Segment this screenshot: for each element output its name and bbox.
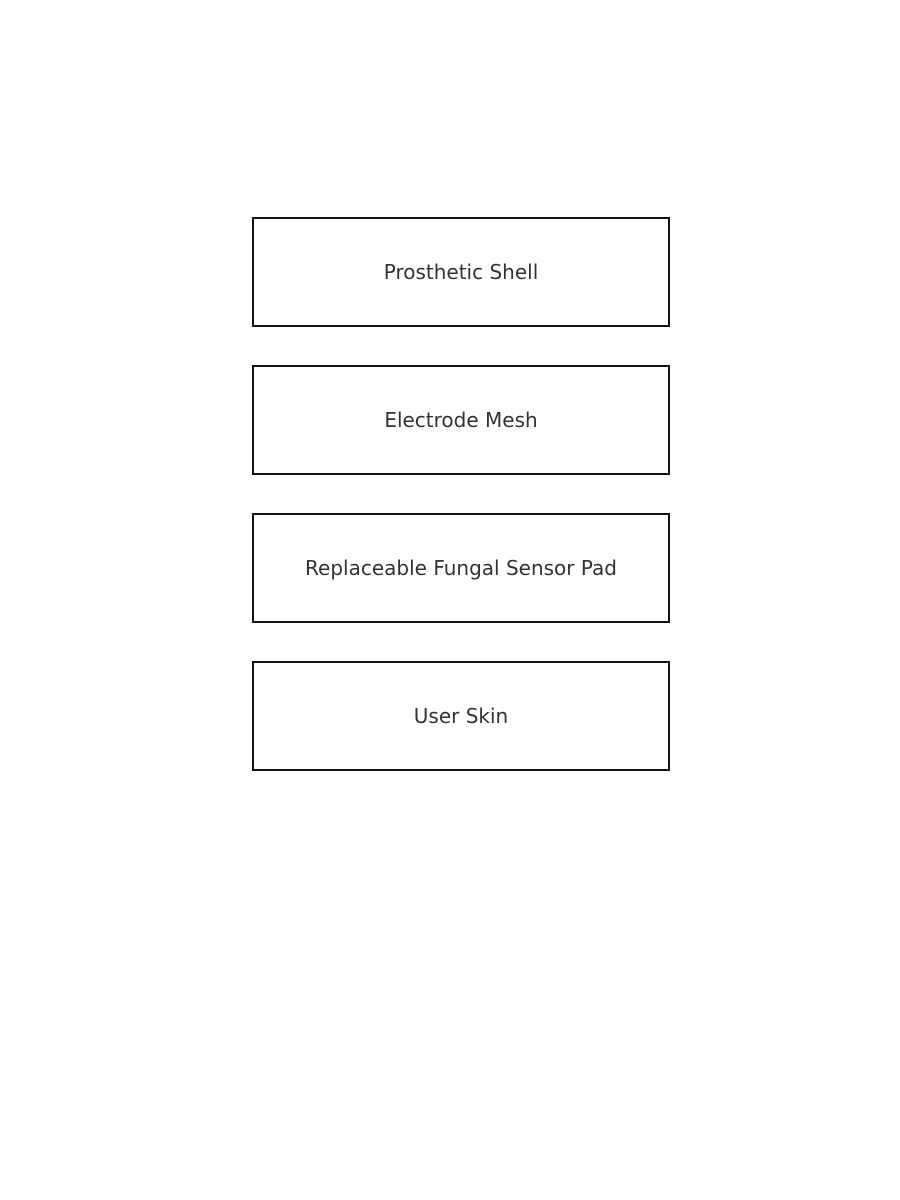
layer-user-skin [252,661,670,771]
layer-electrode-mesh [252,365,670,475]
layer-label: Replaceable Fungal Sensor Pad [305,556,617,580]
layer-prosthetic-shell [252,217,670,327]
layer-label: Electrode Mesh [384,408,538,432]
layer-label: Prosthetic Shell [383,260,539,284]
layer-fungal-sensor-pad [252,513,670,623]
layer-label: User Skin [413,704,509,728]
